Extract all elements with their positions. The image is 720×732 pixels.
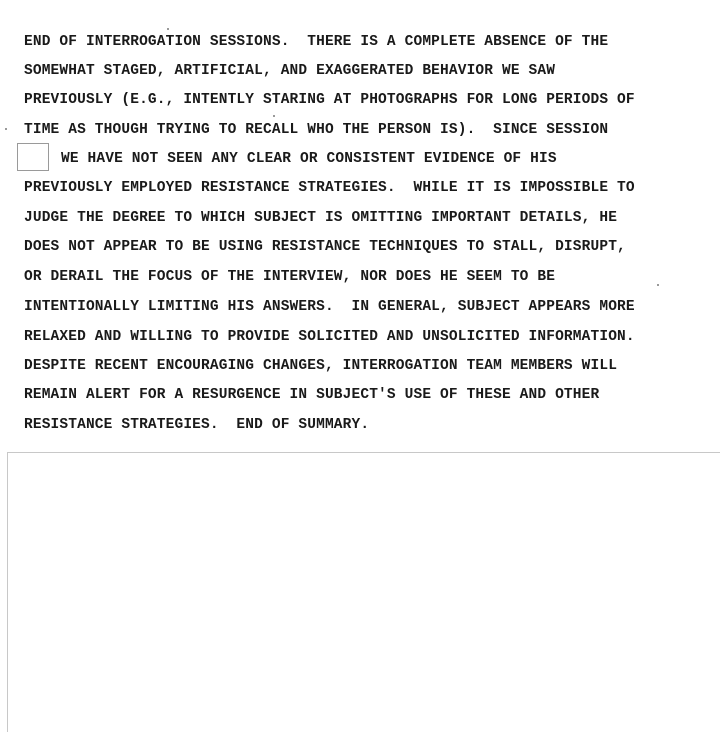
text-line-5: WE HAVE NOT SEEN ANY CLEAR OR CONSISTENT EVIDENCE OF HIS (61, 151, 557, 167)
scan-speck (657, 284, 659, 286)
text-line-11: RELAXED AND WILLING TO PROVIDE SOLICITED AND UNSOLICITED INFORMATION. (24, 329, 635, 345)
text-line-1: END OF INTERROGATION SESSIONS. THERE IS A COMPLETE ABSENCE OF THE (24, 34, 609, 50)
text-line-12: DESPITE RECENT ENCOURAGING CHANGES, INTERROGATION TEAM MEMBERS WILL (24, 358, 618, 374)
text-line-7: JUDGE THE DEGREE TO WHICH SUBJECT IS OMITTING IMPORTANT DETAILS, HE (24, 210, 618, 226)
redaction-box (17, 143, 49, 171)
blank-panel (7, 452, 720, 732)
text-line-14: RESISTANCE STRATEGIES. END OF SUMMARY. (24, 417, 370, 433)
text-line-2: SOMEWHAT STAGED, ARTIFICIAL, AND EXAGGERATED BEHAVIOR WE SAW (24, 63, 556, 79)
text-line-4: TIME AS THOUGH TRYING TO RECALL WHO THE PERSON IS). SINCE SESSION (24, 122, 609, 138)
text-line-6: PREVIOUSLY EMPLOYED RESISTANCE STRATEGIES. WHILE IT IS IMPOSSIBLE TO (24, 180, 635, 196)
text-line-10: INTENTIONALLY LIMITING HIS ANSWERS. IN GENERAL, SUBJECT APPEARS MORE (24, 299, 635, 315)
text-line-3: PREVIOUSLY (E.G., INTENTLY STARING AT PHOTOGRAPHS FOR LONG PERIODS OF (24, 92, 635, 108)
scan-speck (5, 128, 7, 130)
text-line-8: DOES NOT APPEAR TO BE USING RESISTANCE TECHNIQUES TO STALL, DISRUPT, (24, 239, 626, 255)
text-line-13: REMAIN ALERT FOR A RESURGENCE IN SUBJECT'S USE OF THESE AND OTHER (24, 387, 600, 403)
scan-speck (273, 115, 275, 117)
scan-speck (167, 28, 169, 30)
text-line-9: OR DERAIL THE FOCUS OF THE INTERVIEW, NOR DOES HE SEEM TO BE (24, 269, 556, 285)
